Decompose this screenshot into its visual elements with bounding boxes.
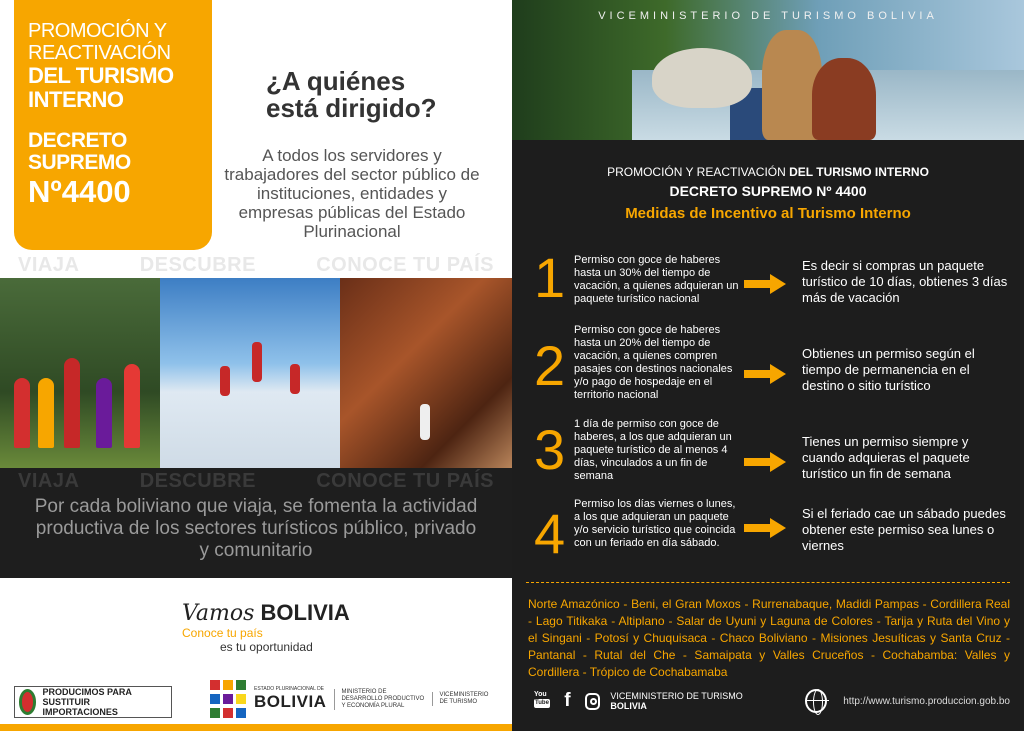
photo-strip	[0, 278, 512, 468]
facebook-icon[interactable]: f	[564, 690, 571, 711]
ghost-word-conoce: CONOCE TU PAÍS	[316, 254, 494, 276]
destinations-list: Norte Amazónico - Beni, el Gran Moxos - Rurrenabaque, Madidi Pampas - Cordillera Real - Lago Titikaka - Altiplano - Salar de Uyuni y Laguna de Colores - Tarija y Ruta del Vino y el Singani - Potosí y Chuquisaca - Chaco Boliviano - Misiones Jesuíticas y Santa Cruz - Pantanal - Rutal del Che - Samaipata y Valles Cruceños - Cochabamba: Valles y Cordillera - Trópico de Cochabamaba	[528, 597, 1010, 679]
arrow-right-icon	[744, 518, 786, 538]
measure-result: Obtienes un permiso según el tiempo de permanencia en el destino o sitio turístico	[802, 346, 975, 393]
footer-vice-prefix: VICEMINISTERIO DE TURISMO	[610, 691, 743, 701]
hero-title: VICEMINISTERIO DE TURISMO BOLIVIA	[598, 10, 938, 22]
bolivia-badge-icon	[19, 689, 36, 715]
website-link[interactable]: http://www.turismo.produccion.gob.bo	[843, 695, 1010, 707]
heading-prefix: PROMOCIÓN Y REACTIVACIÓN	[607, 165, 786, 179]
badge-text: PRODUCIMOS PARA SUSTITUIR IMPORTACIONES	[42, 687, 132, 717]
gov-name-small: ESTADO PLURINACIONAL DE	[254, 686, 325, 692]
audience-question	[266, 68, 466, 122]
audience-text: A todos los servidores y trabajadores del sector público de instituciones, entidades y empresas públicas del Estado Plurinacional	[224, 146, 480, 241]
arrow-right-icon	[744, 274, 786, 294]
question-line-1: ¿A quiénes	[266, 66, 406, 96]
measure-number: 1	[534, 246, 566, 309]
decree-label-1: DECRETO	[28, 129, 127, 152]
title-line-3: DEL TURISMO	[28, 63, 174, 88]
ghost-words-bottom	[0, 470, 512, 493]
vice-ministry-name: VICEMINISTERIO DE TURISMO	[432, 692, 492, 706]
measure-description: Permiso los días viernes o lunes, a los que adquieran un paquete y/o servicio turístico que coincida con un feriado en día sábado.	[574, 498, 736, 549]
gov-name-block	[254, 686, 326, 712]
globe-icon[interactable]	[805, 689, 827, 713]
arrow-right-icon	[744, 452, 786, 472]
government-logos	[210, 680, 492, 718]
youtube-icon[interactable]: You Tube	[534, 691, 549, 706]
wiphala-emblem-icon	[210, 680, 246, 718]
slogan-vamos: Vamos	[182, 601, 255, 626]
photo-dancers	[0, 278, 160, 468]
hero-photo	[512, 0, 1024, 140]
arrow-right-icon	[744, 364, 786, 384]
photo-salt-flat	[160, 278, 340, 468]
impact-text: Por cada boliviano que viaja, se fomenta la actividad productiva de los sectores turísticos público, privado y comunitario	[34, 496, 478, 561]
ghost-word-conoce-2: CONOCE TU PAÍS	[316, 470, 494, 492]
section-heading-1	[512, 165, 1024, 179]
measure-item-4	[512, 498, 1024, 578]
question-line-2: está dirigido?	[266, 93, 437, 123]
decree-title-box	[14, 0, 212, 250]
footer-vice-ministry	[610, 691, 765, 711]
section-heading-2: DECRETO SUPREMO Nº 4400	[669, 183, 867, 199]
slogan-sub-2: es tu oportunidad	[220, 640, 313, 654]
ghost-word-descubre: DESCUBRE	[139, 254, 256, 276]
footer-vice-bold: BOLIVIA	[610, 701, 647, 711]
slogan-bolivia: BOLIVIA	[260, 600, 350, 625]
gov-name: BOLIVIA	[254, 692, 327, 711]
title-line-1: PROMOCIÓN Y	[28, 20, 167, 42]
right-panel	[512, 0, 1024, 731]
measure-result: Tienes un permiso siempre y cuando adquieras el paquete turístico un fin de semana	[802, 434, 970, 481]
ghost-words-top	[0, 254, 512, 277]
ghost-word-descubre-2: DESCUBRE	[139, 470, 256, 492]
decree-label-2: SUPREMO	[28, 151, 131, 174]
measure-number: 2	[534, 334, 566, 397]
footer	[534, 688, 1010, 714]
measure-number: 4	[534, 502, 566, 565]
photo-canyon	[340, 278, 512, 468]
produce-badge	[14, 686, 172, 718]
measure-item-2	[512, 324, 1024, 404]
divider	[526, 582, 1010, 583]
measure-item-3	[512, 418, 1024, 498]
ghost-word-viaja-2: VIAJA	[18, 470, 80, 492]
measure-item-1	[512, 246, 1024, 330]
decree-number: Nº4400	[28, 174, 131, 209]
heading-bold: DEL TURISMO INTERNO	[789, 165, 929, 179]
bottom-strip	[0, 724, 512, 731]
title-line-2: REACTIVACIÓN	[28, 42, 171, 64]
measure-description: Permiso con goce de haberes hasta un 30% del tiempo de vacación, a quienes adquieran un paquete turístico nacional	[574, 254, 739, 305]
measure-description: 1 día de permiso con goce de haberes, a los que adquieran un paquete turístico de al menos 4 días, vinculados a un fin de semana	[574, 418, 732, 482]
slogan-main	[182, 600, 350, 626]
measure-number: 3	[534, 418, 566, 481]
instagram-icon[interactable]	[585, 693, 601, 710]
section-heading-3: Medidas de Incentivo al Turismo Interno	[625, 205, 911, 222]
ministry-name: MINISTERIO DE DESARROLLO PRODUCTIVO Y ECONOMÍA PLURAL	[334, 689, 424, 710]
measure-result: Si el feriado cae un sábado puedes obtener este permiso sea lunes o viernes	[802, 506, 1006, 553]
slogan-sub-1: Conoce tu país	[182, 626, 263, 640]
title-line-4: INTERNO	[28, 87, 124, 112]
measure-result: Es decir si compras un paquete turístico de 10 días, obtienes 3 días más de vacación	[802, 258, 1008, 305]
campaign-slogan	[182, 600, 350, 654]
ghost-word-viaja: VIAJA	[18, 254, 80, 276]
measure-description: Permiso con goce de haberes hasta un 20% del tiempo de vacación, a quienes compren pasajes con destinos nacionales y/o pago de hospedaje en el territorio nacional	[574, 324, 733, 401]
